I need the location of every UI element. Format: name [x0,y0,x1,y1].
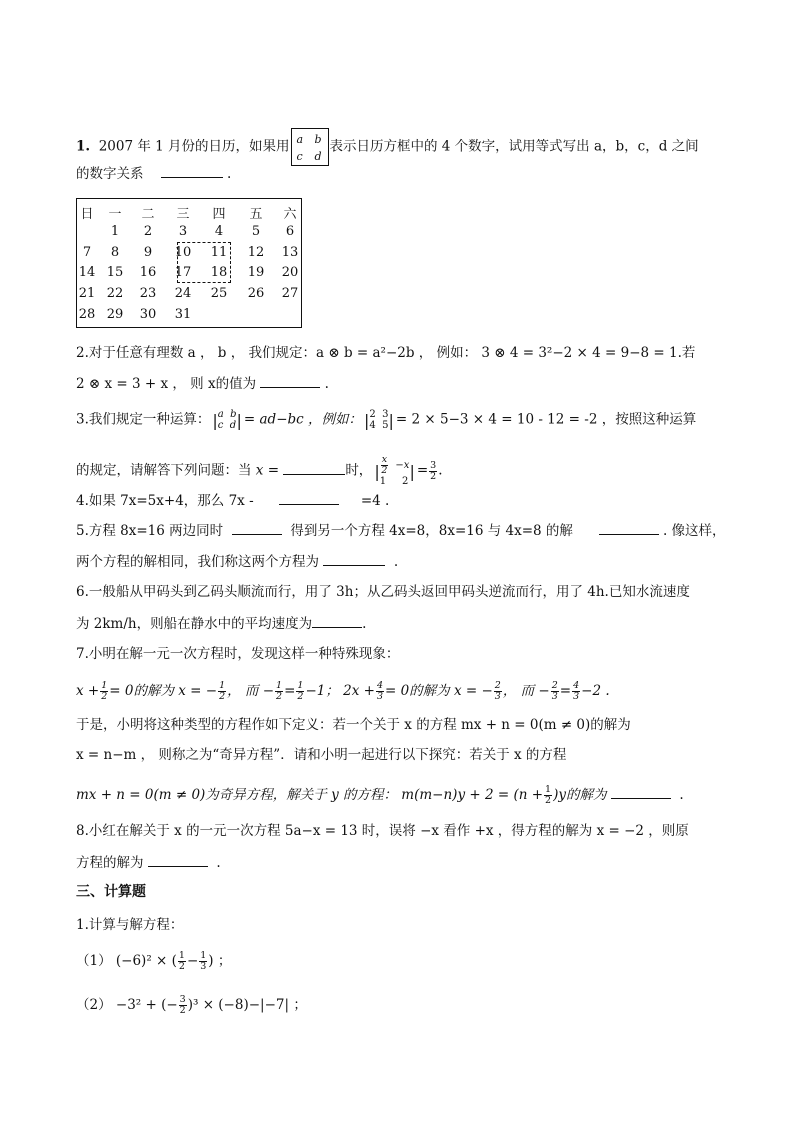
frac-num: 1 [101,680,108,691]
question-3-line-2 [76,455,443,487]
calendar-cell: 11 [210,245,228,260]
question-2-line-1: 2.对于任意有理数 a ， b ， 我们规定：a ⊗ b = a²−2b ， 例如： 3 ⊗ 4 = 3²−2 × 4 = 9−8 = 1.若 [76,345,696,361]
q7-expr-c: ， 而 − [227,683,275,699]
calendar-cell: 21 [78,286,96,301]
calendar-cell: 1 [110,224,120,239]
q7-expr-g: ， 而 − [502,683,550,699]
fraction-one-half [178,951,186,972]
q7-expr-e: −1； 2x + [305,683,375,699]
section-3-title: 三、计算题 [76,884,146,900]
q7-expr-i: −2 . [581,683,610,699]
answer-blank-q5b[interactable] [599,520,659,535]
calendar-cell: 10 [174,245,192,260]
calc-problem-2 [76,995,307,1016]
question-1-number: 1. [76,138,91,155]
calendar-cell: 8 [110,245,120,260]
question-3-line-1 [76,409,696,431]
calendar-cell: 3 [178,224,188,239]
three-halves-fraction [429,461,437,482]
frac-den: 3 [200,961,207,972]
calendar-header-row [77,203,301,223]
calendar-cell: 13 [281,245,299,260]
calendar-header: 三 [176,207,190,222]
calendar-cell: 27 [281,286,299,301]
frac-num: 4 [573,680,580,691]
question-6-line-2 [76,613,366,633]
calendar-cell: 23 [139,286,157,301]
calc-1-end: ) ； [208,953,232,969]
question-4-text-b: =4 . [360,493,390,509]
frac-num: 1 [276,680,283,691]
frac-den: 2 [101,691,108,702]
determinant-2345: |2 3 4 5| [364,409,394,431]
calendar-cell: 31 [174,307,192,322]
question-4-line [76,490,389,510]
calendar-row [77,286,301,306]
question-1-text-b: 表示日历方框中的 4 个数字，试用等式写出 a，b，c，d 之间 [329,138,699,155]
q7-expr-f: = 0的解为 x = − [384,683,493,699]
question-8-line-2 [76,852,221,872]
answer-blank-q8[interactable] [148,852,208,867]
calendar-cell: 7 [82,245,92,260]
frac-num: 4 [376,680,383,691]
det-d: d [229,420,237,431]
frac-den: 2 [179,1005,186,1016]
question-7-line-4: x = n−m ， 则称之为“奇异方程”．请和小明一起进行以下探究：若关于 x 的方程 [76,747,567,763]
det-2: 2 [369,409,376,420]
question-1-text-c: 的数字关系 [76,166,144,182]
calendar-cell: 18 [210,265,228,280]
calendar-header: 一 [108,207,122,222]
frac-den: 2 [381,465,388,476]
calendar-cell: 16 [139,265,157,280]
det-3: 3 [382,409,389,420]
frac-den: 2 [276,691,283,702]
question-4-text-a: 4.如果 7x=5x+4，那么 7x - [76,493,254,509]
det-a: a [217,409,224,420]
box-c: c [296,150,303,163]
question-1-end: . [226,166,232,182]
calendar-header: 六 [283,207,297,222]
calendar-cell: 12 [247,245,265,260]
calendar-header: 二 [141,207,155,222]
question-3-text-d: 的规定，请解答下列问题：当 [76,462,252,479]
x-over-2-fraction [381,455,388,476]
det-one: 1 [379,476,387,487]
calendar-table [76,198,302,328]
calendar-row [77,224,301,244]
answer-blank-q2[interactable] [260,373,320,388]
question-6-line-1: 6.一般船从甲码头到乙码头顺流而行，用了 3h；从乙码头返回甲码头逆流而行，用了 4h.已知水流速度 [76,584,690,600]
question-7-line-1: 7.小明在解一元一次方程时，发现这样一种特殊现象： [76,646,400,662]
question-1-text-a: 2007 年 1 月份的日历，如果用 [98,138,290,155]
frac-den: 3 [573,691,580,702]
frac-den: 2 [219,691,226,702]
frac-num: 3 [179,994,186,1005]
fraction-two-thirds [494,681,502,702]
calendar-cell: 28 [78,307,96,322]
frac-den: 2 [545,795,552,806]
question-2-text: 2 ⊗ x = 3 + x ， 则 x的值为 [76,376,257,392]
frac-num: 1 [545,784,552,795]
fraction-four-thirds [572,681,580,702]
frac-den: 3 [376,691,383,702]
fraction-one-half [275,681,283,702]
calendar-cell: 22 [106,286,124,301]
question-2-line-2 [76,373,329,393]
question-3-text-e: 时， [345,462,373,479]
answer-blank-q7[interactable] [611,784,671,799]
question-8-line-1: 8.小红在解关于 x 的一元一次方程 5a−x = 13 时，误将 −x 看作 +x ，得方程的解为 x = −2 ，则原 [76,823,689,839]
det-two: 2 [401,476,409,487]
frac-den: 3 [551,691,558,702]
question-5-end: . [393,554,399,570]
determinant-x: | $\frac{x}{2}$ −x 1 2| [374,454,415,487]
question-8-end: . [216,855,221,871]
frac-num: 1 [200,950,207,961]
determinant-abcd: |a b c d| [212,409,242,431]
calendar-cell: 6 [285,224,295,239]
question-6-text: 为 2km/h，则船在静水中的平均速度为 [76,616,313,632]
frac-num: 1 [297,680,304,691]
equals-sign: = [416,462,429,479]
question-7-end: . [679,787,684,803]
answer-blank-q4[interactable] [279,490,339,505]
answer-blank-q3[interactable] [283,460,345,475]
fraction-one-half [544,785,552,806]
dashed-selection-box [177,242,231,283]
calendar-cell: 5 [251,224,261,239]
frac-num: 3 [430,459,437,471]
calc-1-text-a: （1） (−6)² × ( [76,953,177,969]
q7-expr-b: = 0的解为 x = − [109,683,218,699]
calc-2-text-a: （2） −3² + (− [76,997,178,1013]
calendar-cell: 24 [174,286,192,301]
answer-blank-q1[interactable] [161,163,223,178]
calendar-cell: 4 [214,224,224,239]
q7-equation-end: )y的解为 [553,787,607,803]
question-8-text: 方程的解为 [76,855,144,871]
calendar-cell: 2 [143,224,153,239]
question-3-text-c: = 2 × 5−3 × 4 = 10 - 12 = -2 ，按照这种运算 [395,411,697,428]
frac-num: x [381,454,388,465]
question-3-end: . [438,462,443,479]
question-3-text-a: 3.我们规定一种运算： [76,411,211,428]
calendar-cell: 15 [106,265,124,280]
question-6-end: . [362,616,367,632]
question-5-text-b: 得到另一个方程 4x=8，8x=16 与 4x=8 的解 [290,523,573,539]
det-5: 5 [382,420,389,431]
fraction-two-thirds [551,681,559,702]
calc-1-minus: − [186,953,199,969]
frac-den: 2 [430,470,437,482]
answer-blank-q5c[interactable] [323,551,385,566]
question-1-line-2 [76,163,231,183]
fraction-four-thirds [376,681,384,702]
calendar-square-diagram [291,128,329,166]
frac-num: 2 [551,680,558,691]
frac-den: 2 [297,691,304,702]
frac-num: 2 [494,680,501,691]
fraction-one-half [100,681,108,702]
question-7-line-3: 于是，小明将这种类型的方程作如下定义：若一个关于 x 的方程 mx + n = 0(m ≠ 0)的解为 [76,717,631,733]
fraction-one-half [296,681,304,702]
box-a: a [296,133,304,146]
det-c: c [217,420,224,431]
calendar-cell: 26 [247,286,265,301]
frac-den: 2 [178,961,185,972]
calendar-header: 四 [212,207,226,222]
question-3-text-b: = ad−bc ，例如： [243,411,363,428]
calendar-cell: 19 [247,265,265,280]
det-b: b [230,409,237,420]
question-7-line-2 [76,681,610,702]
calendar-cell: 14 [78,265,96,280]
q7-expr-d: = [284,683,296,699]
calendar-cell: 17 [174,265,192,280]
x-equals: x = [255,462,280,479]
question-2-end: . [324,376,329,392]
question-5-text-a: 5.方程 8x=16 两边同时 [76,523,224,539]
calendar-cell: 29 [106,307,124,322]
box-d: d [314,150,322,163]
question-5-line-2 [76,551,398,571]
calendar-cell: 30 [139,307,157,322]
question-1-line-1 [76,128,699,166]
fraction-three-halves [179,995,187,1016]
q7-equation: mx + n = 0(m ≠ 0)为奇异方程，解关于 y 的方程： m(m−n)y + 2 = (n + [76,787,544,803]
det-4: 4 [369,420,376,431]
frac-num: 1 [219,680,226,691]
calendar-cell: 9 [143,245,153,260]
answer-blank-q6[interactable] [312,613,362,628]
det-minus-x: −x [395,460,410,471]
question-7-line-5 [76,784,684,806]
fraction-one-third [199,951,207,972]
box-b: b [314,133,322,146]
calendar-cell: 20 [281,265,299,280]
q7-expr-h: = [559,683,572,699]
calc-2-end: )³ × (−8)−|−7| ； [187,997,307,1013]
fraction-one-half [218,681,226,702]
calendar-row [77,307,301,327]
calc-intro: 1.计算与解方程： [76,917,184,933]
question-5-line-1 [76,520,726,540]
calendar-cell: 25 [210,286,228,301]
frac-num: 1 [178,950,185,961]
calc-problem-1 [76,951,231,972]
calendar-header: 五 [249,207,263,222]
question-5-text-c: . 像这样， [662,523,726,539]
q7-expr-a: x + [76,683,100,699]
answer-blank-q5a[interactable] [232,520,282,535]
frac-den: 3 [494,691,501,702]
question-5-text-d: 两个方程的解相同，我们称这两个方程为 [76,554,319,570]
calendar-header: 日 [80,207,94,222]
